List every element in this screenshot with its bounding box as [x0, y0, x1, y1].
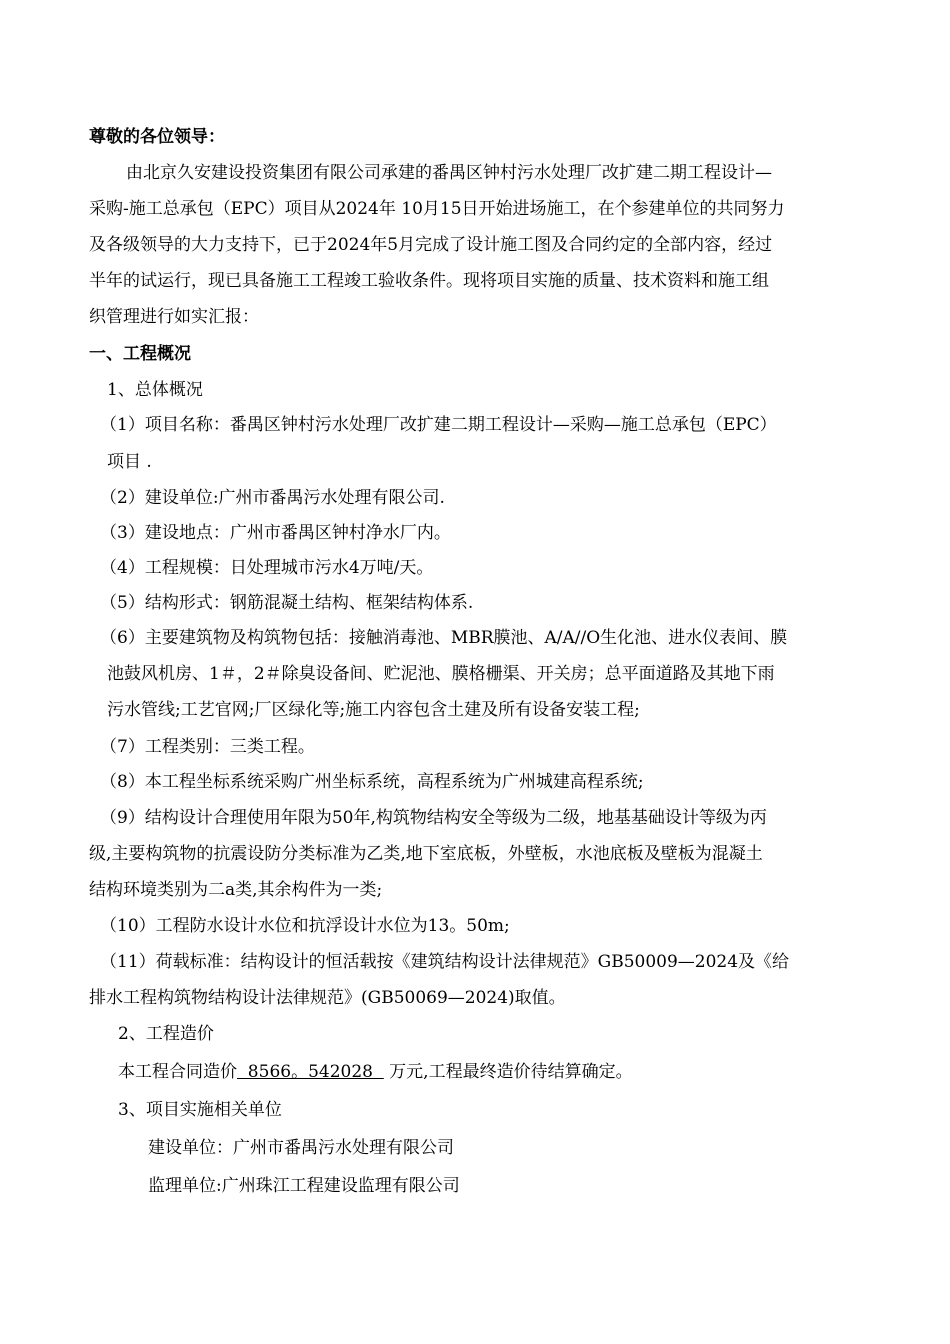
cost-line: [118, 1060, 633, 1084]
sub-3-title: 3、项目实施相关单位: [118, 1100, 282, 1120]
item-6-line-3: 污水管线;工艺官网;厂区绿化等;施工内容包含土建及所有设备安装工程;: [107, 700, 640, 720]
intro-line-4: 半年的试运行，现已具备施工工程竣工验收条件。现将项目实施的质量、技术资料和施工组: [89, 271, 769, 291]
item-5: （5）结构形式：钢筋混凝土结构、框架结构体系.: [100, 593, 474, 613]
item-9-line-1: （9）结构设计合理使用年限为50年,构筑物结构安全等级为二级，地基基础设计等级为丙: [100, 808, 767, 828]
cost-suffix: 万元,工程最终造价待结算确定。: [383, 1062, 633, 1082]
item-1-line-1: （1）项目名称：番禺区钟村污水处理厂改扩建二期工程设计—采购—施工总承包（EPC）: [100, 415, 777, 435]
item-9-line-2: 级,主要构筑物的抗震设防分类标准为乙类,地下室底板，外壁板，水池底板及壁板为混凝土: [89, 844, 763, 864]
greeting: 尊敬的各位领导：: [89, 127, 225, 147]
intro-line-2: 采购-施工总承包（EPC）项目从2024年 10月15日开始进场施工，在个参建单位的共同努力: [89, 199, 785, 219]
item-7: （7）工程类别：三类工程。: [100, 737, 315, 757]
cost-prefix: 本工程合同造价: [118, 1062, 237, 1082]
item-4: （4）工程规模：日处理城市污水4万吨/天。: [100, 558, 434, 578]
intro-line-1: 由北京久安建设投资集团有限公司承建的番禺区钟村污水处理厂改扩建二期工程设计—: [126, 163, 772, 183]
cost-amount: 8566。542028: [237, 1062, 384, 1082]
item-10: （10）工程防水设计水位和抗浮设计水位为13。50m;: [100, 916, 510, 936]
item-6-line-1: （6）主要建筑物及构筑物包括：接触消毒池、MBR膜池、A/A//O生化池、进水仪表间、膜: [100, 628, 788, 648]
sub-2-title: 2、工程造价: [118, 1024, 214, 1044]
item-3: （3）建设地点：广州市番禺区钟村净水厂内。: [100, 523, 451, 543]
owner-unit: 建设单位：广州市番禺污水处理有限公司: [148, 1138, 454, 1158]
supervisor-unit: 监理单位:广州珠江工程建设监理有限公司: [148, 1176, 460, 1196]
intro-line-5: 织管理进行如实汇报：: [89, 307, 259, 327]
item-8: （8）本工程坐标系统采购广州坐标系统，高程系统为广州城建高程系统;: [100, 772, 644, 792]
item-1-line-2: 项目 .: [107, 452, 152, 472]
item-6-line-2: 池鼓风机房、1＃，2＃除臭设备间、贮泥池、膜格栅渠、开关房；总平面道路及其地下雨: [107, 664, 775, 684]
sub-1-title: 1、总体概况: [107, 380, 203, 400]
item-11-line-1: （11）荷载标准：结构设计的恒活载按《建筑结构设计法律规范》GB50009—2024及《给: [100, 952, 790, 972]
item-9-line-3: 结构环境类别为二a类,其余构件为一类;: [89, 880, 383, 900]
item-2: （2）建设单位:广州市番禺污水处理有限公司.: [100, 488, 445, 508]
intro-line-3: 及各级领导的大力支持下，已于2024年5月完成了设计施工图及合同约定的全部内容，经过: [89, 235, 773, 255]
item-11-line-2: 排水工程构筑物结构设计法律规范》(GB50069—2024)取值。: [89, 988, 566, 1008]
section-1-title: 一、工程概况: [89, 344, 191, 364]
